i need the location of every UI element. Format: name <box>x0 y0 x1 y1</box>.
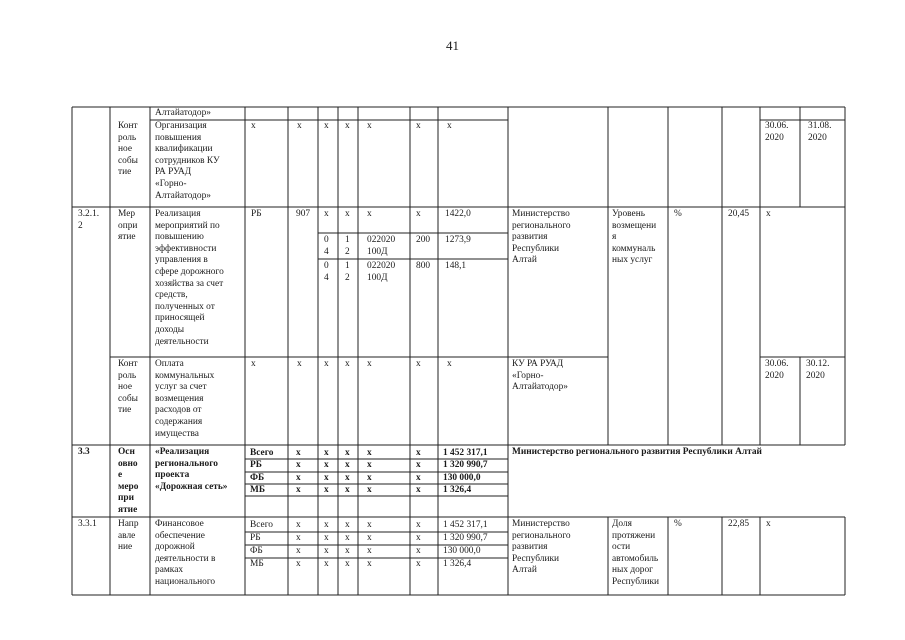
r2-type: Мер опри ятие <box>118 209 138 243</box>
r5-c1: х х х х <box>296 520 301 570</box>
r5-c4: х х х х <box>367 520 372 570</box>
r1-c3: х <box>345 121 350 131</box>
r3-c4: х <box>367 359 372 369</box>
r2-exec: Министерство регионального развития Республики Алтай <box>512 209 571 266</box>
r0-name: Алтайатодор» <box>155 108 211 118</box>
r3-end: 30.12. 2020 <box>806 359 830 381</box>
r1-type: Конт роль ное собы тие <box>118 121 138 178</box>
r3-name: Оплата коммунальных услуг за счет возмещения расходов от содержания имущества <box>155 359 215 439</box>
page-number: 41 <box>446 38 459 53</box>
r2-src: РБ <box>251 209 262 219</box>
r5-src: Всего РБ ФБ МБ <box>250 520 273 570</box>
r2-a-c5: х <box>416 209 421 219</box>
r1-src: х <box>251 121 256 131</box>
r5-c5: х х х х <box>416 520 421 570</box>
r1-end: 31.08. 2020 <box>808 121 832 143</box>
r2-num: 3.2.1. 2 <box>78 209 100 231</box>
r4-exec: Министерство регионального развития Республики Алтай <box>512 447 762 457</box>
r3-c5: х <box>416 359 421 369</box>
r3-c1: х <box>297 359 302 369</box>
r2-b-c5: 200 <box>416 235 431 245</box>
r2-c-c4: 022020 100Д <box>367 261 396 283</box>
r4-amount: 1 452 317,1 1 320 990,7 130 000,0 1 326,4 <box>443 448 488 496</box>
r5-unit: % <box>674 519 682 529</box>
r3-exec: КУ РА РУАД «Горно- Алтайатодор» <box>512 359 568 393</box>
r5-type: Напр авле ние <box>118 519 139 553</box>
r2-c-amt: 148,1 <box>445 261 467 271</box>
r2-indicator: Уровень возмещени я коммуналь ных услуг <box>612 209 657 266</box>
r5-indicator: Доля протяжени ости автомобиль ных дорог Республики <box>612 519 660 587</box>
r2-value: 20,45 <box>728 209 750 219</box>
r2-a-c4: х <box>367 209 372 219</box>
r5-value: 22,85 <box>728 519 750 529</box>
r5-c3: х х х х <box>345 520 350 570</box>
r2-a-c3: х <box>345 209 350 219</box>
r2-c-c2: 0 4 <box>324 261 329 283</box>
r4-c4: х х х х <box>367 448 372 496</box>
r2-a-amt: 1422,0 <box>445 209 471 219</box>
r5-x: х <box>766 519 771 529</box>
r4-c2: х х х х <box>324 448 329 496</box>
r2-unit: % <box>674 209 682 219</box>
r4-name: «Реализация регионального проекта «Дорожная сеть» <box>155 447 228 492</box>
r4-c3: х х х х <box>345 448 350 496</box>
r4-type: Осн овно е меро при ятие <box>118 447 139 515</box>
r1-c4: х <box>367 121 372 131</box>
r3-c3: х <box>345 359 350 369</box>
r1-name: Организация повышения квалификации сотрудников КУ РА РУАД «Горно- Алтайатодор» <box>155 121 220 201</box>
r3-type: Конт роль ное собы тие <box>118 359 138 416</box>
r1-c5: х <box>416 121 421 131</box>
r1-c2: х <box>324 121 329 131</box>
r2-x: х <box>766 209 771 219</box>
r1-start: 30.06. 2020 <box>765 121 789 143</box>
r5-name: Финансовое обеспечение дорожной деятельности в рамках национального <box>155 519 216 587</box>
r2-a-c2: х <box>324 209 329 219</box>
r2-name: Реализация мероприятий по повышению эффективности управления в сфере дорожного хозяйства за счет средств, полученных от приносящей доходы деятельности <box>155 209 224 347</box>
r2-b-amt: 1273,9 <box>445 235 471 245</box>
r3-c6: х <box>447 359 452 369</box>
r3-c2: х <box>324 359 329 369</box>
r5-num: 3.3.1 <box>78 519 97 529</box>
r4-c5: х х х х <box>416 448 421 496</box>
r1-c1: х <box>297 121 302 131</box>
r5-amount: 1 452 317,1 1 320 990,7 130 000,0 1 326,4 <box>443 520 488 570</box>
r4-src: Всего РБ ФБ МБ <box>250 448 274 496</box>
r3-start: 30.06. 2020 <box>765 359 789 381</box>
r2-c-c5: 800 <box>416 261 431 271</box>
r2-grbs: 907 <box>296 209 311 219</box>
r2-c-c3: 1 2 <box>345 261 350 283</box>
r1-c6: х <box>447 121 452 131</box>
r4-num: 3.3 <box>78 447 90 457</box>
r2-b-c3: 1 2 <box>345 235 350 257</box>
r2-b-c4: 022020 100Д <box>367 235 396 257</box>
r3-src: х <box>251 359 256 369</box>
r2-b-c2: 0 4 <box>324 235 329 257</box>
r5-c2: х х х х <box>324 520 329 570</box>
r4-c1: х х х х <box>296 448 301 496</box>
r5-exec: Министерство регионального развития Республики Алтай <box>512 519 571 576</box>
